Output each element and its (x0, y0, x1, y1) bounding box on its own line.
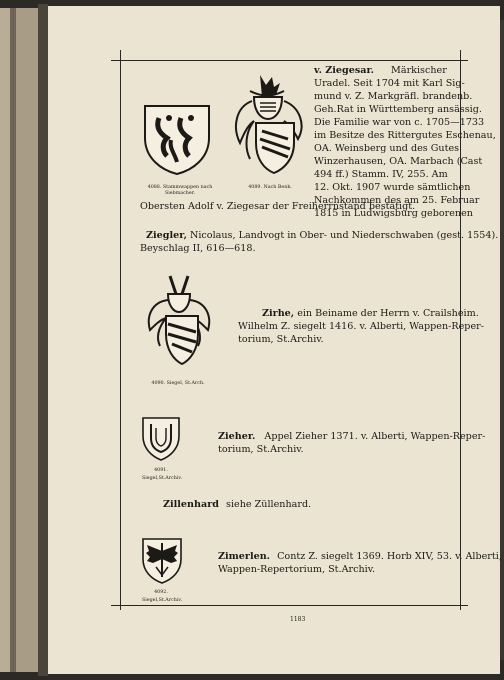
page-number: 1183 (290, 616, 306, 623)
entry-zirhe-line-2: Wilhelm Z. siegelt 1416. v. Alberti, Wappen-Reper- (238, 321, 484, 332)
entry-ziegler-line-2: Beyschlag II, 616—618. (140, 243, 256, 254)
entry-zieher-heading: Zieher. (218, 431, 256, 442)
entry-ziegesar-line-12: 1815 in Ludwigsburg geborenen (314, 208, 473, 219)
entry-ziegesar-line-7: OA. Weinsberg und des Gutes (314, 143, 460, 154)
entry-ziegesar-line-10: 12. Okt. 1907 wurde sämtlichen (314, 182, 471, 193)
caption-4090: 4090. Siegel, St.Arch. (151, 381, 205, 386)
entry-zimerlen-heading: Zimerlen. (218, 551, 271, 562)
caption-4092-source: Siegel,St.Archiv. (141, 598, 183, 603)
entry-ziegesar-line-1: v. Ziegesar. Märkischer (314, 65, 447, 76)
caption-4091-source: Siegel,St.Archiv. (141, 476, 183, 481)
coat-of-arms-4088-image (141, 104, 213, 176)
seal-4092-image (141, 537, 183, 585)
caption-4092-number: 4092. (154, 590, 168, 595)
entry-ziegesar-heading: v. Ziegesar. (314, 65, 374, 76)
caption-4091-number: 4091. (154, 468, 168, 473)
entry-zimerlen-line-2: Wappen-Repertorium, St.Archiv. (218, 564, 376, 575)
entry-ziegesar-tail: Obersten Adolf v. Ziegesar der Freiherrnstand bestätigt. (140, 201, 416, 212)
entry-ziegesar-line-9: 494 ff.) Stamm. IV, 255. Am (314, 169, 448, 180)
caption-4088: 4088. Stammwappen nach Siebmacher. (147, 185, 213, 196)
entry-zillenhard: Zillenhard siehe Züllenhard. (163, 499, 312, 510)
entry-zirhe-heading: Zirhe, (262, 308, 295, 319)
entry-ziegesar-line-4: Geh.Rat in Württemberg ansässig. (314, 104, 482, 115)
coat-of-arms-4089-image (228, 73, 308, 179)
entry-ziegesar-line-6: im Besitze des Rittergutes Eschenau, (314, 130, 496, 141)
frame-rule-bottom (111, 605, 468, 606)
coat-of-arms-4090-image (142, 272, 216, 372)
entry-ziegesar-line-5: Die Familie war von c. 1705—1733 (314, 117, 485, 128)
entry-ziegesar-line-8: Winzerhausen, OA. Marbach (Cast (314, 156, 483, 167)
entry-ziegler-heading: Ziegler, (146, 230, 187, 241)
entry-zillenhard-heading: Zillenhard (163, 499, 219, 510)
seal-4091-image (141, 416, 181, 462)
entry-ziegesar-line-11: Nachkommen des am 25. Februar (314, 195, 480, 206)
entry-zimerlen-line-1: Zimerlen. Contz Z. siegelt 1369. Horb XIV, 53. v. Alberti, (218, 551, 502, 562)
entry-zieher-line-2: torium, St.Archiv. (218, 444, 304, 455)
entry-ziegesar-line-3: mund v. Z. Markgräfl. brandenb. (314, 91, 473, 102)
caption-4089: 4089. Nach Benk. (248, 185, 292, 190)
entry-zirhe-line-1: Zirhe, ein Beiname der Herrn v. Crailsheim. (262, 308, 479, 319)
entry-ziegler-line-1: Ziegler, Nicolaus, Landvogt in Ober- und Niederschwaben (gest. 1554). (146, 230, 499, 241)
frame-rule-top (111, 60, 468, 61)
entry-ziegesar-line-2: Uradel. Seit 1704 mit Karl Sig- (314, 78, 465, 89)
frame-rule-left (120, 50, 121, 610)
entry-zirhe-line-3: torium, St.Archiv. (238, 334, 324, 345)
entry-zieher-line-1: Zieher. Appel Zieher 1371. v. Alberti, Wappen-Reper- (218, 431, 486, 442)
